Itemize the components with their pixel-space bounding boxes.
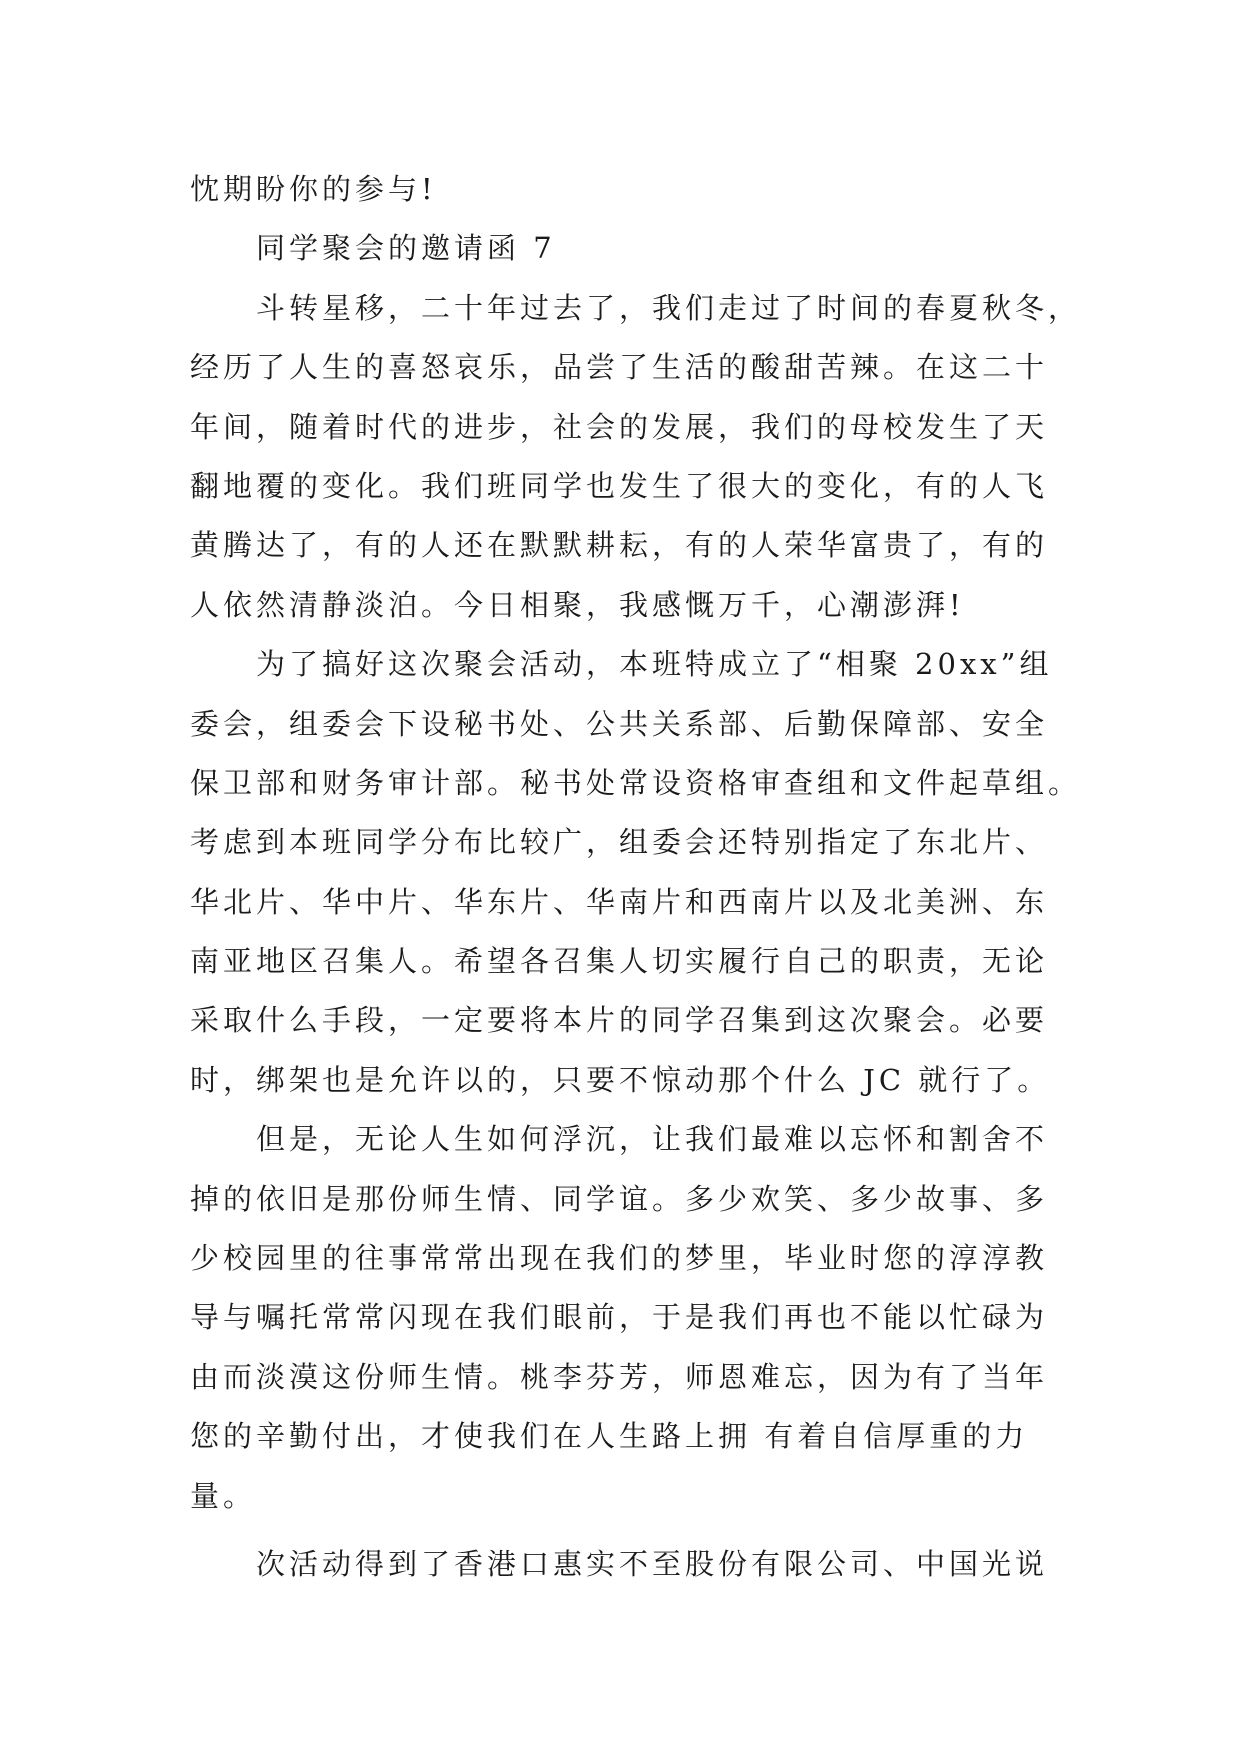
paragraph-line: 华北片、华中片、华东片、华南片和西南片以及北美洲、东 <box>190 884 1049 919</box>
paragraph-line: 由而淡漠这份师生情。桃李芬芳，师恩难忘，因为有了当年 <box>190 1359 1049 1394</box>
text-line: 忱期盼你的参与! <box>190 172 437 206</box>
paragraph-line: 少校园里的往事常常出现在我们的梦里，毕业时您的淳淳教 <box>190 1241 1049 1276</box>
paragraph-line: 人依然清静淡泊。今日相聚，我感慨万千，心潮澎湃! <box>190 587 965 622</box>
paragraph-line: 考虑到本班同学分布比较广，组委会还特别指定了东北片、 <box>190 825 1049 860</box>
paragraph-line: 保卫部和财务审计部。秘书处常设资格审查组和文件起草组。 <box>190 765 1082 800</box>
paragraph-line: 年间，随着时代的进步，社会的发展，我们的母校发生了天 <box>190 409 1049 444</box>
paragraph-line: 翻地覆的变化。我们班同学也发生了很大的变化，有的人飞 <box>190 468 1049 503</box>
paragraph-line: 黄腾达了，有的人还在默默耕耘，有的人荣华富贵了，有的 <box>190 528 1049 563</box>
paragraph-line: 时，绑架也是允许以的，只要不惊动那个什么 JC 就行了。 <box>190 1062 1051 1097</box>
paragraph-line: 次活动得到了香港口惠实不至股份有限公司、中国光说 <box>256 1546 1049 1581</box>
paragraph-line: 斗转星移，二十年过去了，我们走过了时间的春夏秋冬， <box>256 290 1082 325</box>
paragraph-line: 南亚地区召集人。希望各召集人切实履行自己的职责，无论 <box>190 944 1049 979</box>
paragraph-line: 为了搞好这次聚会活动，本班特成立了“相聚 20xx”组 <box>256 647 1053 682</box>
paragraph-line: 委会，组委会下设秘书处、公共关系部、后勤保障部、安全 <box>190 706 1049 741</box>
paragraph-line: 经历了人生的喜怒哀乐，品尝了生活的酸甜苦辣。在这二十 <box>190 350 1049 385</box>
paragraph-line: 导与嘱托常常闪现在我们眼前，于是我们再也不能以忙碌为 <box>190 1300 1049 1335</box>
paragraph-line: 但是，无论人生如何浮沉，让我们最难以忘怀和割舍不 <box>256 1122 1049 1157</box>
paragraph-line: 量。 <box>190 1478 257 1513</box>
paragraph-line: 您的辛勤付出，才使我们在人生路上拥 有着自信厚重的力 <box>190 1419 1029 1454</box>
document-page <box>190 160 1082 1594</box>
paragraph-line: 掉的依旧是那份师生情、同学谊。多少欢笑、多少故事、多 <box>190 1181 1049 1216</box>
paragraph-line: 采取什么手段，一定要将本片的同学召集到这次聚会。必要 <box>190 1003 1049 1038</box>
section-heading: 同学聚会的邀请函 7 <box>256 231 556 266</box>
